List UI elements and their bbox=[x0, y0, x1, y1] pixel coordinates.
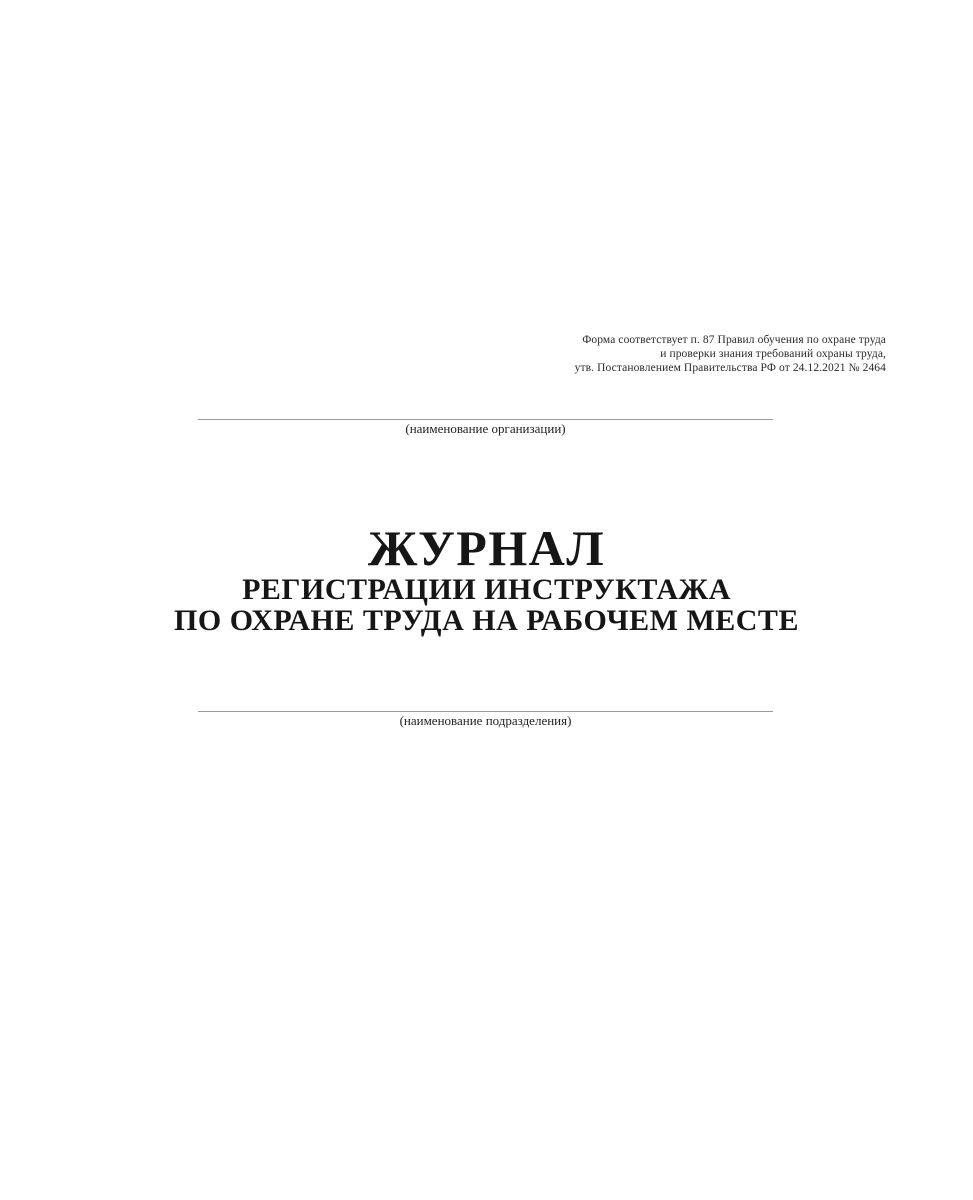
department-field-caption: (наименование подразделения) bbox=[399, 713, 572, 728]
regulation-reference-line-2: и проверки знания требований охраны труда, bbox=[660, 348, 886, 360]
organization-field-caption: (наименование организации) bbox=[405, 421, 566, 436]
document-title-subtitle-line-2: ПО ОХРАНЕ ТРУДА НА РАБОЧЕМ МЕСТЕ bbox=[174, 604, 799, 637]
document-title-main: ЖУРНАЛ bbox=[367, 520, 606, 576]
regulation-reference-line-1: Форма соответствует п. 87 Правил обучения по охране труда bbox=[582, 334, 886, 346]
regulation-reference-line-3: утв. Постановлением Правительства РФ от 24.12.2021 № 2464 bbox=[574, 362, 886, 374]
regulation-reference-note bbox=[575, 333, 886, 375]
document-title-subtitle-line-1: РЕГИСТРАЦИИ ИНСТРУКТАЖА bbox=[242, 573, 731, 606]
document-title-block bbox=[0, 522, 973, 636]
